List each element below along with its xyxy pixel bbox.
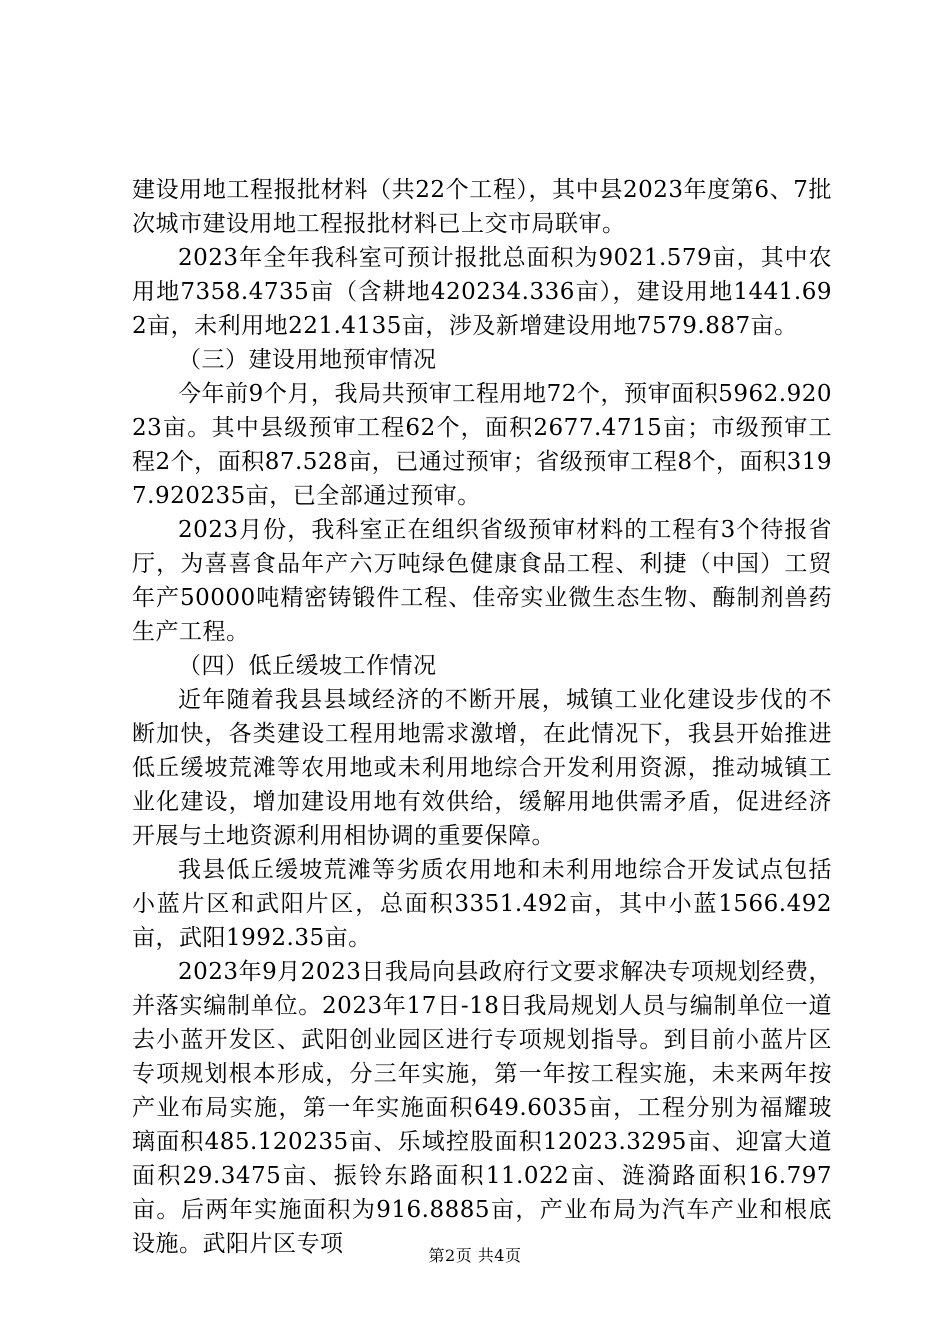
paragraph-preliminary-review-stats: 今年前9个月，我局共预审工程用地72个，预审面积5962.92023亩。其中县级预审工程62个，面积2677.4715亩；市级预审工程2个，面积87.528亩，已通过预审；省级预审工程8个，面积3197.920235亩，已全部通过预审。: [132, 381, 832, 509]
section-heading-preliminary-review: （三）建设用地预审情况: [178, 347, 437, 373]
document-body: [132, 173, 832, 1261]
paragraph-special-planning: 2023年9月2023日我局向县政府行文要求解决专项规划经费，并落实编制单位。2023年17日-18日我局规划人员与编制单位一道去小蓝开发区、武阳创业园区进行专项规划指导。到目前小蓝片区专项规划根本形成，分三年实施，第一年按工程实施，未来两年按产业布局实施，第一年实施面积649.6035亩，工程分别为福耀玻璃面积485.120235亩、乐域控股面积12023.3295亩、迎富大道面积29.3475亩、振铃东路面积11.022亩、涟漪路面积16.797亩。后两年实施面积为916.8885亩，产业布局为汽车产业和根底设施。武阳片区专项: [132, 959, 832, 1257]
paragraph-county-development-background: 近年随着我县县域经济的不断开展，城镇工业化建设步伐的不断加快，各类建设工程用地需求激增，在此情况下，我县开始推进低丘缓坡荒滩等农用地或未利用地综合开发利用资源，推动城镇工业化建设，增加建设用地有效供给，缓解用地供需矛盾，促进经济开展与土地资源利用相协调的重要保障。: [132, 687, 832, 849]
paragraph-provincial-review-projects: 2023月份，我科室正在组织省级预审材料的工程有3个待报省厅，为喜喜食品年产六万吨绿色健康食品工程、利捷（中国）工贸年产50000吨精密铸锻件工程、佳帝实业微生态生物、酶制剂兽药生产工程。: [132, 517, 832, 645]
paragraph-project-materials: 建设用地工程报批材料（共22个工程），其中县2023年度第6、7批次城市建设用地工程报批材料已上交市局联审。: [132, 177, 832, 237]
page-number-footer: 第2页 共4页: [428, 1246, 522, 1265]
paragraph-annual-approval-area: 2023年全年我科室可预计报批总面积为9021.579亩，其中农用地7358.4735亩（含耕地420234.336亩），建设用地1441.692亩，未利用地221.4135亩，涉及新增建设用地7579.887亩。: [132, 245, 832, 339]
section-heading-low-hills-gentle-slopes: （四）低丘缓坡工作情况: [178, 653, 437, 679]
paragraph-pilot-areas: 我县低丘缓坡荒滩等劣质农用地和未利用地综合开发试点包括小蓝片区和武阳片区，总面积3351.492亩，其中小蓝1566.492亩，武阳1992.35亩。: [132, 857, 832, 951]
